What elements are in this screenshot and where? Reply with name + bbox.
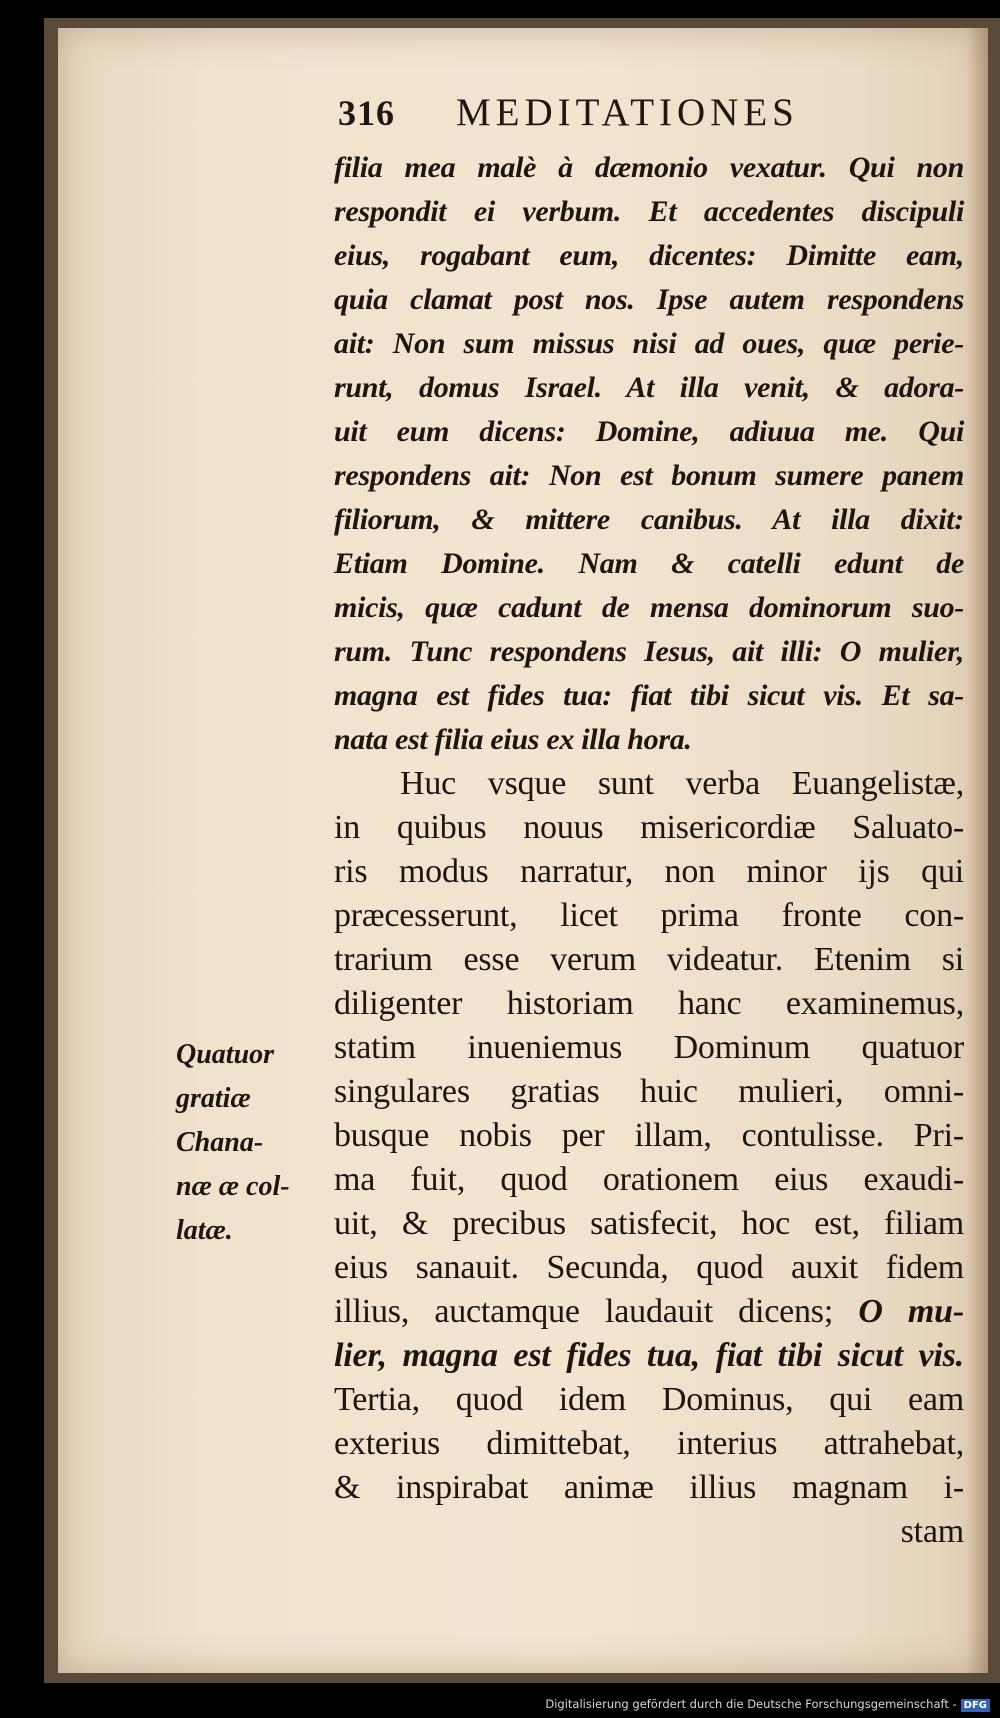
gospel-line: runt, domus Israel. At illa venit, & adora- [334,371,964,404]
marginal-note-line: gratiæ [176,1083,251,1114]
inline-quote-start: O mu- [858,1293,964,1330]
gospel-line: eius, rogabant eum, dicentes: Dimitte eam, [334,239,964,272]
gospel-line: quia clamat post nos. Ipse autem respondens [334,283,964,316]
gospel-passage [334,146,964,762]
book-page [58,28,988,1673]
commentary-line: Huc vsque sunt verba Euangelistæ, [400,765,964,802]
marginal-note-line: Quatuor [176,1039,275,1070]
digitization-credit [545,1697,990,1712]
commentary-line: diligenter historiam hanc examinemus, [334,985,964,1022]
commentary-text: illius, auctamque laudauit dicens; [334,1293,834,1330]
gospel-line: rum. Tunc respondens Iesus, ait illi: O mulier, [334,635,964,668]
commentary-line: ris modus narratur, non minor ijs qui [334,853,964,890]
page-number: 316 [338,93,395,133]
marginal-note-line: næ æ col- [176,1171,290,1202]
gospel-line: magna est fides tua: fiat tibi sicut vis. Et sa- [334,679,964,712]
gospel-line: micis, quæ cadunt de mensa dominorum suo- [334,591,964,624]
commentary-line [334,1290,964,1334]
inline-quote-line: lier, magna est fides tua, fiat tibi sicut vis. [334,1337,964,1374]
dfg-logo: DFG [961,1699,990,1712]
commentary-line: busque nobis per illam, contulisse. Pri- [334,1117,964,1154]
commentary-line: præcesserunt, licet prima fronte con- [334,897,964,934]
commentary-line: Tertia, quod idem Dominus, qui eam [334,1381,964,1418]
gospel-line: uit eum dicens: Domine, adiuua me. Qui [334,415,964,448]
commentary-passage [334,762,964,1554]
running-title: MEDITATIONES [456,91,799,134]
marginal-note [176,1033,311,1253]
commentary-line: ma fuit, quod orationem eius exaudi- [334,1161,964,1198]
gospel-line: Etiam Domine. Nam & catelli edunt de [334,547,964,580]
marginal-note-line: Chana- [176,1127,264,1158]
commentary-line: trarium esse verum videatur. Etenim si [334,941,964,978]
gospel-line: respondit ei verbum. Et accedentes discipuli [334,195,964,228]
gospel-line: filia mea malè à dæmonio vexatur. Qui non [334,151,964,184]
commentary-line: eius sanauit. Secunda, quod auxit fidem [334,1249,964,1286]
gospel-line: filiorum, & mittere canibus. At illa dixit: [334,503,964,536]
credit-text: Digitalisierung gefördert durch die Deutsche Forschungsgemeinschaft - [545,1697,957,1711]
commentary-line: uit, & precibus satisfecit, hoc est, filiam [334,1205,964,1242]
marginal-note-line: latæ. [176,1215,233,1246]
gospel-line: nata est filia eius ex illa hora. [334,723,692,756]
main-text-block [334,146,964,1554]
commentary-line: exterius dimittebat, interius attrahebat, [334,1425,964,1462]
commentary-line: statim inueniemus Dominum quatuor [334,1029,964,1066]
commentary-line: in quibus nouus misericordiæ Saluato- [334,809,964,846]
catchword: stam [900,1513,964,1550]
commentary-line: singulares gratias huic mulieri, omni- [334,1073,964,1110]
running-head [338,92,978,142]
gospel-line: ait: Non sum missus nisi ad oues, quæ perie- [334,327,964,360]
commentary-line: & inspirabat animæ illius magnam i- [334,1469,964,1506]
gospel-line: respondens ait: Non est bonum sumere panem [334,459,964,492]
